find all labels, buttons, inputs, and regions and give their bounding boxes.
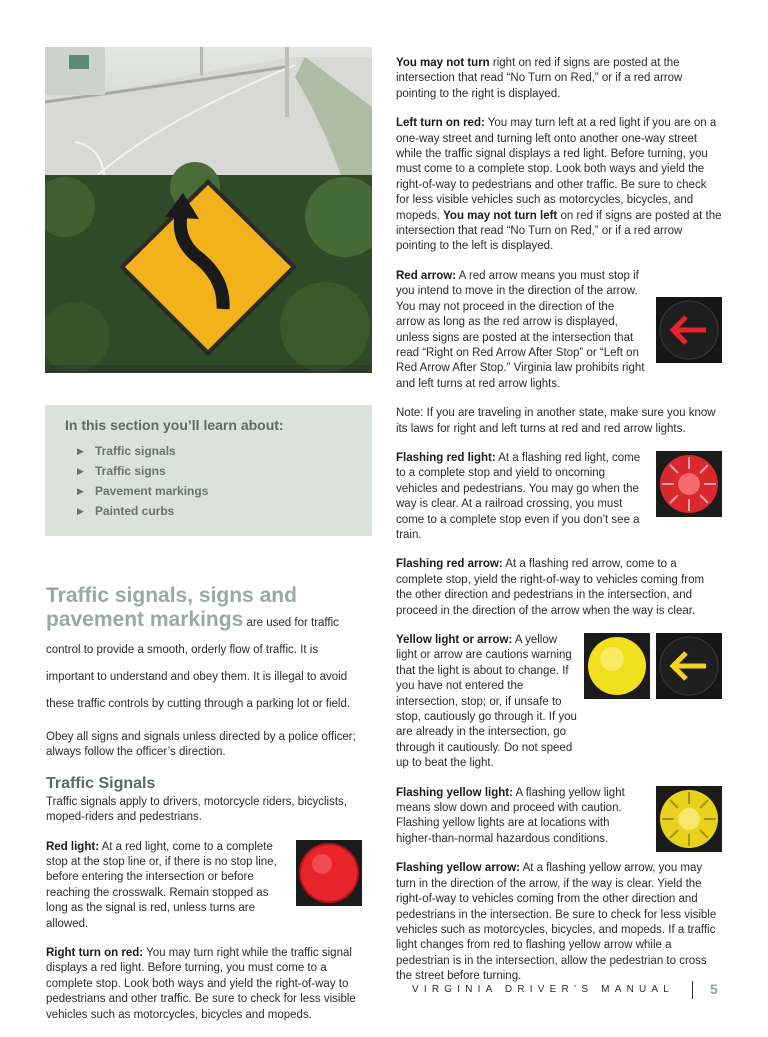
yellow-light-paragraph: Yellow light or arrow: A yellow light or arrow are cautions warning that the light is about to change. If you have not entered the intersection, stop; or, if unsafe to stop, cautiously go through it. If you are already in the intersection, go through it cautiously. Do not speed up to beat the light. — [396, 634, 577, 770]
list-item: ▶ Pavement markings — [77, 481, 372, 501]
overview-list — [65, 441, 372, 521]
left-column — [46, 584, 362, 1037]
left-turn-on-red-paragraph: Left turn on red: You may turn left at a red light if you are on a one-way street and turning left onto another one-way street while the traffic signal displays a red light. Before turning, you must come to a complete stop. Look both ways and yield the right-of-way to pedestrians and other traffic. Be sure to check for less visible vehicles such as motorcycles, bicycles, and mopeds. You may not turn left on red if signs are posted at the intersection that read “No Turn on Red,” or if a red arrow pointing to the left is displayed. — [396, 117, 722, 253]
triangle-bullet-icon: ▶ — [77, 506, 84, 516]
page-number: 5 — [710, 981, 718, 997]
red-arrow-section — [396, 269, 722, 406]
flashing-yellow-light-icon — [656, 786, 722, 852]
flashing-yellow-arrow-paragraph: Flashing yellow arrow: At a flashing yellow arrow, you may turn in the direction of the arrow, if the way is clear. Yield the right-of-way to vehicles coming from the other direction and pedestrians in the intersection. Be sure to check for less visible vehicles such as motorcycles, bicycles, and mopeds. If a traffic light changes from red to flashing yellow arrow while a pedestrian is in the intersection, allow the pedestrian to cross the street before turning. — [396, 862, 717, 983]
flashing-red-light-icon — [656, 451, 722, 517]
traffic-signals-heading: Traffic Signals — [46, 774, 156, 792]
red-arrow-left-icon — [656, 297, 722, 363]
triangle-bullet-icon: ▶ — [77, 486, 84, 496]
flashing-red-paragraph: Flashing red light: At a flashing red light, come to a complete stop and yield to oncoming vehicles and pedestrians. You may go when the way is clear. At a railroad crossing, you must come to a complete stop even if you don’t see a train. — [396, 451, 641, 541]
obey-paragraph: Obey all signs and signals unless directed by a police officer; always follow the officer’s direction. — [46, 731, 356, 759]
yellow-arrow-left-icon — [656, 633, 722, 699]
triangle-bullet-icon: ▶ — [77, 446, 84, 456]
list-item: ▶ Traffic signs — [77, 461, 372, 481]
list-item: ▶ Traffic signals — [77, 441, 372, 461]
triangle-bullet-icon: ▶ — [77, 466, 84, 476]
red-arrow-paragraph: Red arrow: A red arrow means you must stop if you intend to move in the direction of the arrow. You may not proceed in the direction of the arrow as long as the red arrow is displayed, unless signs are posted at the intersection that read “Right on Red Arrow After Stop” or “Left on Red Arrow After Stop.” Virginia law prohibits right and left turns at red arrow lights. — [396, 269, 645, 390]
section-title-tail: are used for traffic control to provide a smooth, orderly flow of traffic. It is important to understand and obey them. It is illegal to avoid these traffic controls by cutting through a parking lot or field. — [46, 617, 351, 710]
curve-warning-sign-photo — [45, 47, 372, 373]
manual-title: VIRGINIA DRIVER’S MANUAL — [412, 984, 675, 995]
yellow-light-section — [396, 633, 722, 786]
flashing-yellow-paragraph: Flashing yellow light: A flashing yellow light means slow down and proceed with caution. Flashing yellow lights are at locations with higher-than-normal hazardous conditions. — [396, 786, 625, 845]
footer-divider — [692, 981, 693, 999]
section-title: Traffic signals, signs and pavement markings are used for traffic control to provide a smooth, orderly flow of traffic. It is important to understand and obey them. It is illegal to avoid these traffic controls by cutting through a parking lot or field. — [46, 584, 351, 710]
section-overview-box — [45, 405, 372, 536]
overview-title: In this section you’ll learn about: — [65, 417, 284, 433]
red-light-section — [46, 840, 362, 946]
note-paragraph: Note: If you are traveling in another state, make sure you know its laws for right and left turns at red and red arrow lights. — [396, 407, 716, 435]
red-light-paragraph: Red light: At a red light, come to a complete stop at the stop line or, if there is no stop line, before entering the intersection or before reaching the crosswalk. Remain stopped as long as the signal is red, unless turns are allowed. — [46, 840, 277, 930]
right-turn-on-red-paragraph: Right turn on red: You may turn right while the traffic signal displays a red light. Before turning, you must come to a complete stop. Look both ways and yield the right-of-way to pedestrians and other traffic. Be sure to check for less visible vehicles such as motorcycles, bicycles and mopeds. — [46, 947, 356, 1021]
flashing-yellow-section — [396, 786, 722, 862]
flashing-red-arrow-paragraph: Flashing red arrow: At a flashing red arrow, come to a complete stop, yield the right-of-way to vehicles coming from the other direction and pedestrians in the intersection, and proceed in the direction of the arrow when the way is clear. — [396, 558, 705, 617]
red-light-icon — [296, 840, 362, 906]
list-item: ▶ Painted curbs — [77, 501, 372, 521]
page-footer — [412, 981, 732, 1000]
flashing-red-section — [396, 451, 722, 557]
no-turn-paragraph: You may not turn right on red if signs are posted at the intersection that read “No Turn on Red,” or if a red arrow pointing to the right is displayed. — [396, 57, 683, 100]
yellow-light-icon — [584, 633, 650, 699]
signals-intro: Traffic signals apply to drivers, motorcycle riders, bicyclists, moped-riders and pedestrians. — [46, 795, 348, 824]
right-column — [396, 56, 722, 999]
